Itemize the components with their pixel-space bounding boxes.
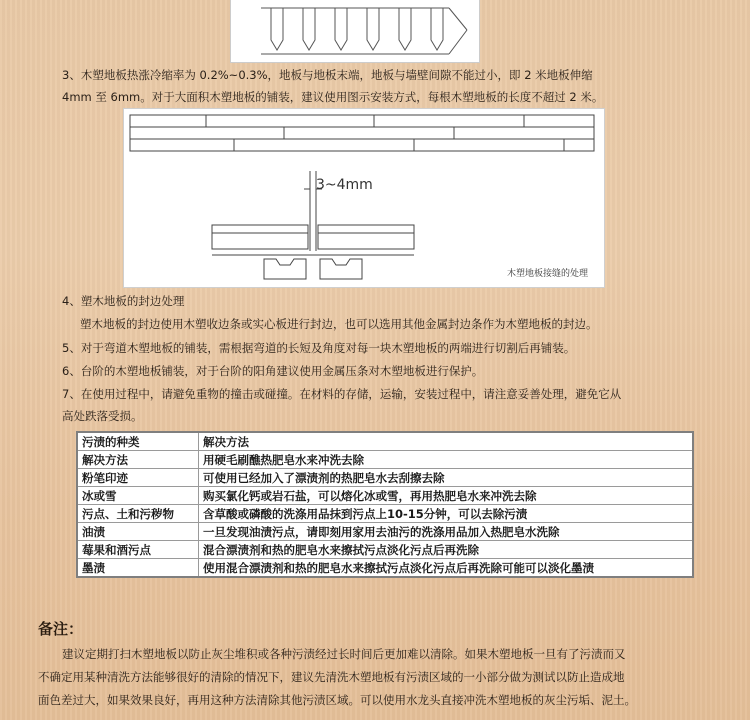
item-4-body: 塑木地板的封边使用木塑收边条或实心板进行封边，也可以选用其他金属封边条作为木塑地板的封边。 (80, 317, 598, 331)
board-profile-illustration (230, 0, 480, 63)
solution-cell: 含草酸或磷酸的洗涤用品抹到污点上10-15分钟，可以去除污渍 (199, 505, 694, 523)
table-row (77, 541, 693, 559)
table-row (77, 505, 693, 523)
stain-type-cell: 粉笔印迹 (77, 469, 199, 487)
table-row (77, 523, 693, 541)
figure-caption: 木塑地板接缝的处理 (506, 269, 588, 279)
item-7-line-1: 7、在使用过程中，请避免重物的撞击或碰撞。在材料的存储，运输，安装过程中，请注意妥善处理，避免它从 (62, 387, 622, 401)
header-solution: 解决方法 (199, 432, 694, 451)
solution-cell: 可使用已经加入了漂渍剂的热肥皂水去刮擦去除 (199, 469, 694, 487)
note-line-1: 建议定期打扫木塑地板以防止灰尘堆积或各种污渍经过长时间后更加难以清除。如果木塑地板一旦有了污渍而又 (62, 647, 626, 661)
note-title: 备注： (38, 620, 84, 638)
item-6: 6、台阶的木塑地板铺装，对于台阶的阳角建议使用金属压条对木塑地板进行保护。 (62, 364, 484, 378)
table-row (77, 451, 693, 469)
gap-dimension-label: 3~4mm (316, 177, 373, 193)
note-line-2: 不确定用某种清洗方法能够很好的清除的情况下，建议先清洗木塑地板有污渍区域的一小部分做为测试以防止造成地 (38, 670, 625, 684)
solution-cell: 一旦发现油渍污点，请即刻用家用去油污的洗涤用品加入热肥皂水洗除 (199, 523, 694, 541)
table-row (77, 559, 693, 578)
table-row (77, 487, 693, 505)
solution-cell: 购买氯化钙或岩石盐，可以熔化冰或雪，再用热肥皂水来冲洗去除 (199, 487, 694, 505)
item-5: 5、对于弯道木塑地板的铺装，需根据弯道的长短及角度对每一块木塑地板的两端进行切割后再铺装。 (62, 341, 576, 355)
board-profile-drawing (231, 0, 479, 62)
stain-type-cell: 油渍 (77, 523, 199, 541)
item-3-line-2: 4mm 至 6mm。对于大面积木塑地板的铺装，建议使用图示安装方式，每根木塑地板的长度不超过 2 米。 (62, 90, 604, 104)
item-4-title: 4、塑木地板的封边处理 (62, 294, 185, 308)
stain-type-cell: 解决方法 (77, 451, 199, 469)
note-line-3: 面色差过大，如果效果良好，再用这种方法清除其他污渍区域。可以使用水龙头直接冲洗木塑地板的灰尘污垢、泥土。 (38, 693, 636, 707)
header-stain-type: 污渍的种类 (77, 432, 199, 451)
solution-cell: 用硬毛刷醮热肥皂水来冲洗去除 (199, 451, 694, 469)
stain-type-cell: 莓果和酒污点 (77, 541, 199, 559)
item-3-line-1: 3、木塑地板热涨冷缩率为 0.2%~0.3%，地板与地板末端，地板与墙壁间隙不能过小，即 2 米地板伸缩 (62, 68, 593, 82)
joint-gap-drawing (124, 109, 604, 287)
joint-gap-illustration (123, 108, 605, 288)
stain-type-cell: 墨渍 (77, 559, 199, 578)
solution-cell: 使用混合漂渍剂和热的肥皂水来擦拭污点淡化污点后再洗除可能可以淡化墨渍 (199, 559, 694, 578)
solution-cell: 混合漂渍剂和热的肥皂水来擦拭污点淡化污点后再洗除 (199, 541, 694, 559)
stain-type-cell: 冰或雪 (77, 487, 199, 505)
table-header-row (77, 432, 693, 451)
stain-type-cell: 污点、土和污秽物 (77, 505, 199, 523)
table-row (77, 469, 693, 487)
item-7-line-2: 高处跌落受损。 (62, 409, 143, 423)
stain-cleaning-table (76, 431, 694, 578)
